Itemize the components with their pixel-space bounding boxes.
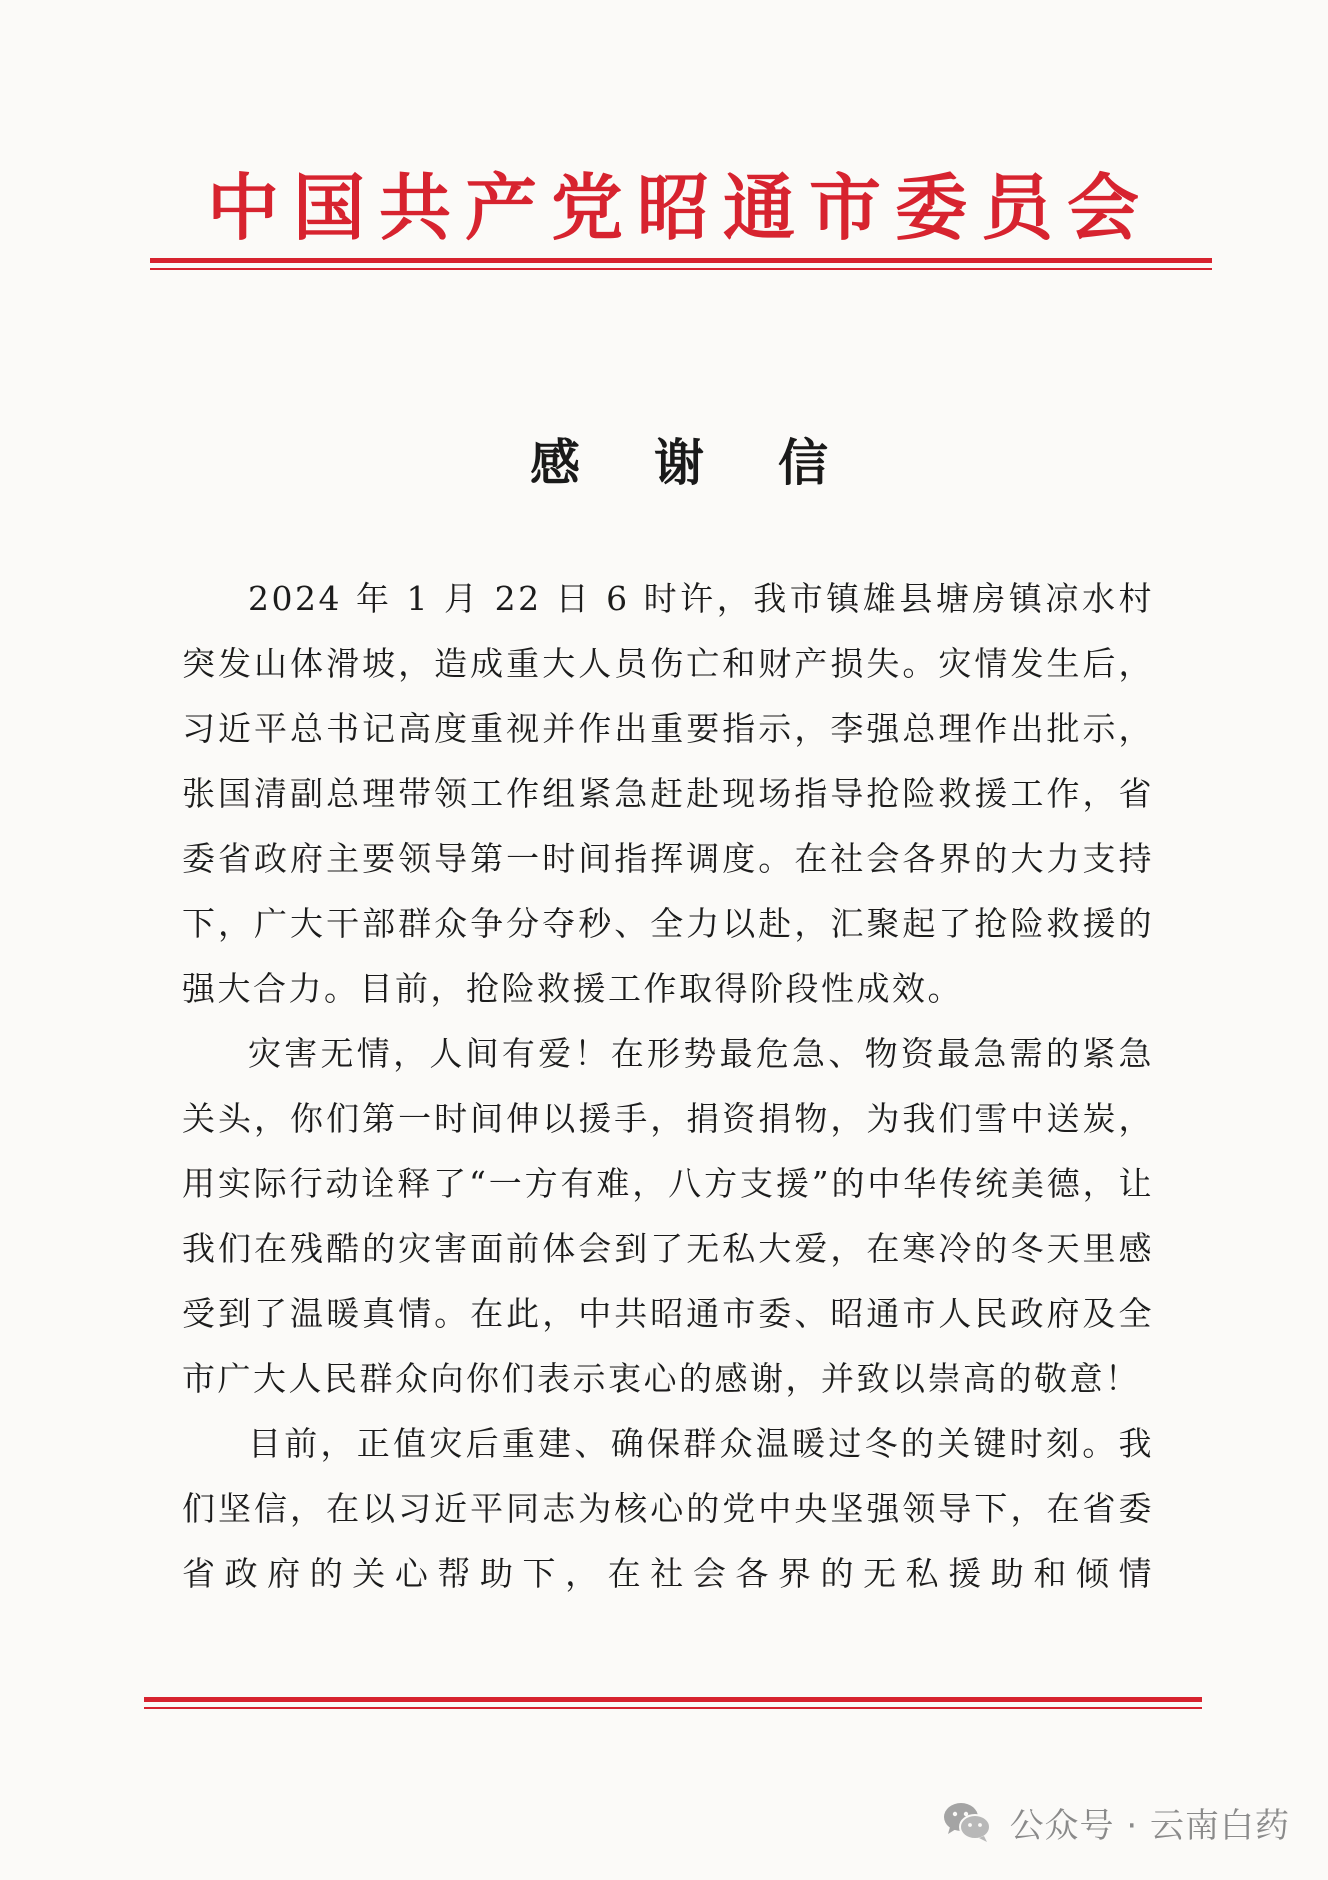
footer-rule-thick	[144, 1697, 1202, 1702]
paragraph: 2024 年 1 月 22 日 6 时许，我市镇雄县塘房镇凉水村突发山体滑坡，造成重大人员伤亡和财产损失。灾情发生后，习近平总书记高度重视并作出重要指示，李强总理作出批示，张国清副总理带领工作组紧急赶赴现场指导抢险救援工作，省委省政府主要领导第一时间指挥调度。在社会各界的大力支持下，广大干部群众争分夺秒、全力以赴，汇聚起了抢险救援的强大合力。目前，抢险救援工作取得阶段性成效。	[182, 579, 1154, 1008]
organization-letterhead: 中国共产党昭通市委员会	[206, 165, 1153, 250]
title-char: 信	[778, 433, 830, 492]
letterhead-rule-thick	[150, 258, 1212, 263]
letterhead-rule-thin	[150, 268, 1212, 270]
paragraph: 目前，正值灾后重建、确保群众温暖过冬的关键时刻。我们坚信，在以习近平同志为核心的党中央坚强领导下，在省委省政府的关心帮助下，在社会各界的无私援助和倾情	[182, 1424, 1154, 1593]
title-char: 感	[530, 433, 582, 492]
footer-rule-thin	[144, 1707, 1202, 1709]
paragraph: 灾害无情，人间有爱！在形势最危急、物资最急需的紧急关头，你们第一时间伸以援手，捐资捐物，为我们雪中送炭，用实际行动诠释了“一方有难，八方支援”的中华传统美德，让我们在残酷的灾害面前体会到了无私大爱，在寒冷的冬天里感受到了温暖真情。在此，中共昭通市委、昭通市人民政府及全市广大人民群众向你们表示衷心的感谢，并致以崇高的敬意！	[182, 1034, 1154, 1398]
title-char: 谢	[654, 433, 706, 492]
wechat-icon	[942, 1800, 992, 1844]
document-title	[150, 428, 1210, 498]
watermark	[942, 1792, 1290, 1852]
watermark-text: 公众号 · 云南白药	[1009, 1805, 1290, 1846]
letter-body	[182, 566, 1154, 1606]
